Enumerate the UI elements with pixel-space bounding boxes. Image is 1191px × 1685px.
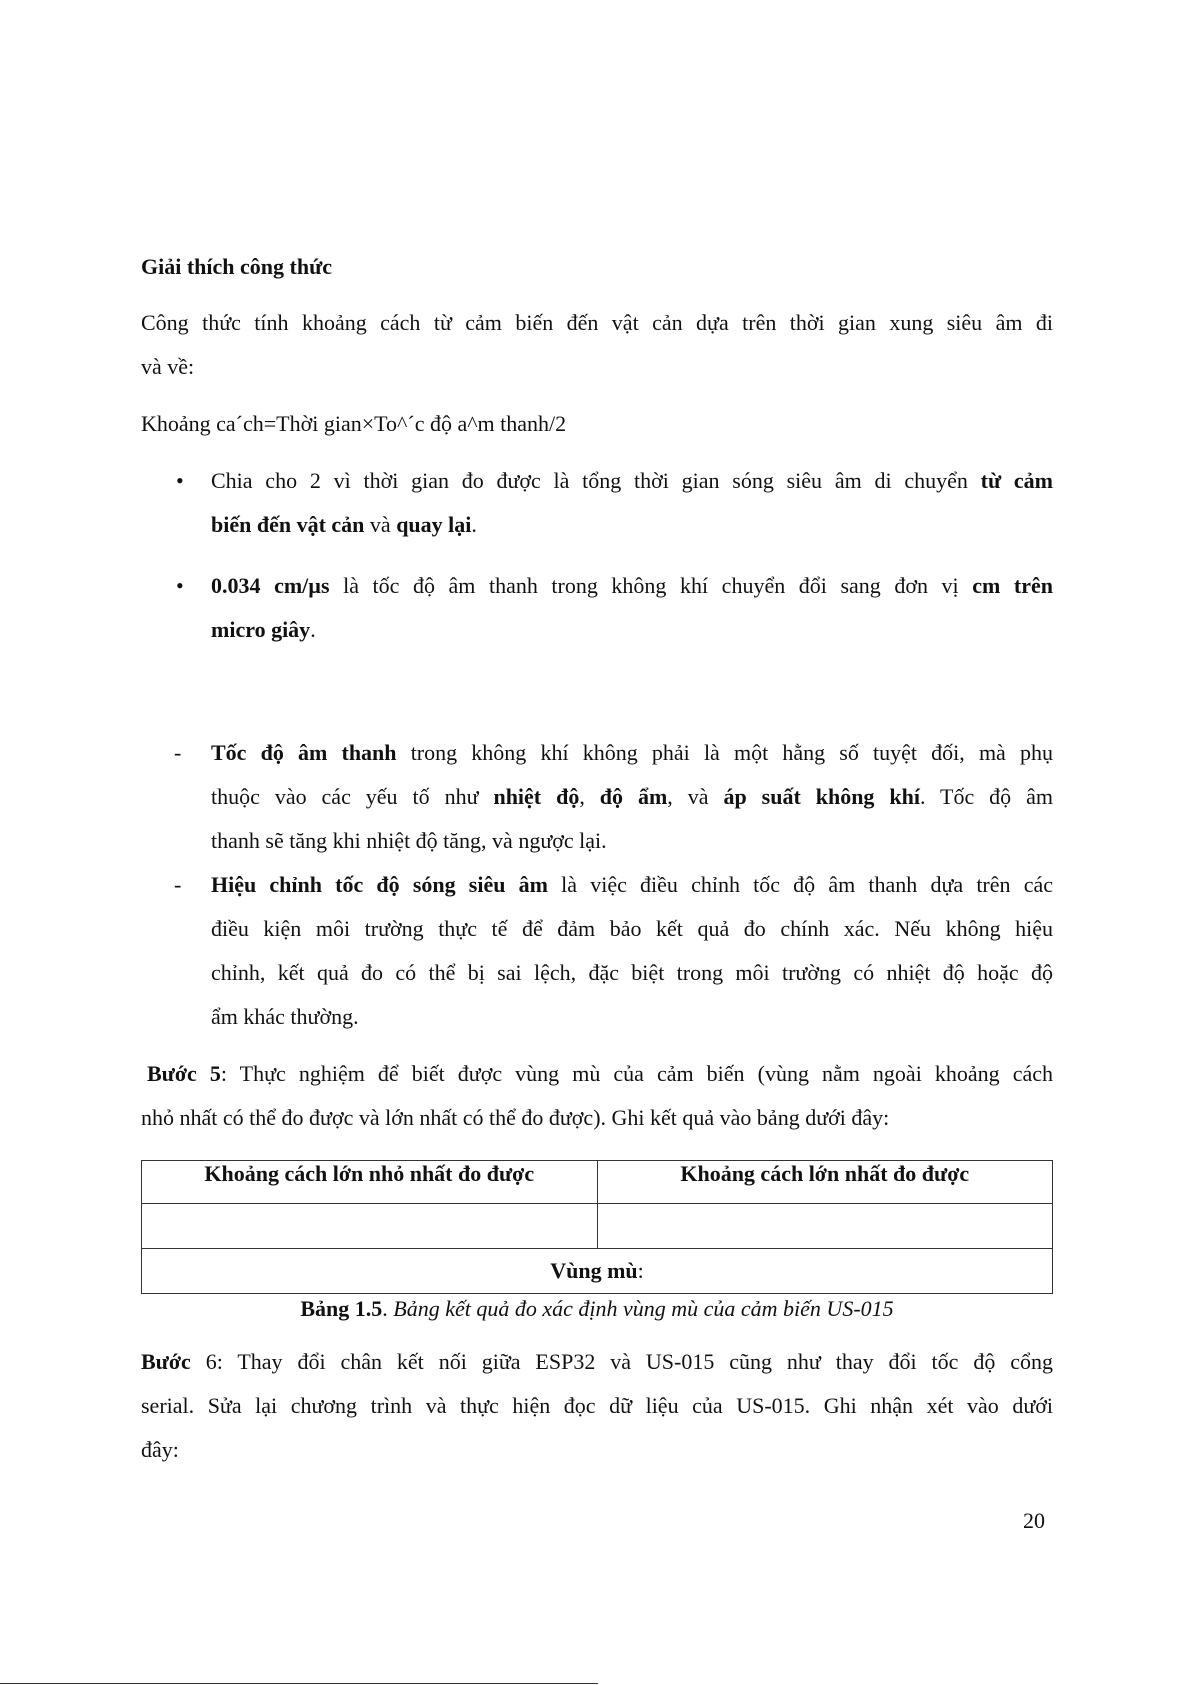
intro-line-2: và về: [141, 354, 195, 379]
dash-2-line-4: ẩm khác thường. [211, 1004, 359, 1029]
step5-line-1: Bước 5: Thực nghiệm để biết được vùng mù của cảm biến (vùng nằm ngoài khoảng cách [147, 1061, 1053, 1086]
dash-1-line-3: thanh sẽ tăng khi nhiệt độ tăng, và ngược lại. [211, 828, 607, 853]
formula: Khoảng ca´ch=Thời gian×To^´c độ a^m thanh/2 [141, 411, 567, 436]
header-max-distance: Khoảng cách lớn nhất đo được [597, 1161, 1053, 1204]
table-caption: Bảng 1.5. Bảng kết quả đo xác định vùng mù của cảm biến US-015 [300, 1296, 894, 1321]
bullet-2-line-2: micro giây. [211, 617, 316, 642]
dash-1-line-1: Tốc độ âm thanh trong không khí không phải là một hằng số tuyệt đối, mà phụ [211, 740, 1053, 765]
bullet-dot-2: • [176, 573, 184, 598]
bullet-1-line-2: biến đến vật cản và quay lại. [211, 512, 477, 537]
cell-max-distance[interactable] [597, 1204, 1053, 1249]
step6-line-3: đây: [141, 1437, 179, 1462]
table-blind-row [142, 1249, 1053, 1294]
dash-1-line-2: thuộc vào các yếu tố như nhiệt độ, độ ẩm, và áp suất không khí. Tốc độ âm [211, 784, 1054, 809]
bullet-2-line-1: 0.034 cm/µs là tốc độ âm thanh trong không khí chuyển đổi sang đơn vị cm trên [211, 573, 1053, 598]
page-number: 20 [1023, 1508, 1045, 1533]
dash-2-line-1: Hiệu chỉnh tốc độ sóng siêu âm là việc điều chỉnh tốc độ âm thanh dựa trên các [211, 872, 1053, 897]
step6-line-1: Bước 6: Thay đổi chân kết nối giữa ESP32 và US-015 cũng như thay đổi tốc độ cổng [141, 1349, 1053, 1374]
bullet-dot-1: • [176, 468, 184, 493]
step6-line-2: serial. Sửa lại chương trình và thực hiện đọc dữ liệu của US-015. Ghi nhận xét vào dưới [141, 1393, 1053, 1418]
cell-min-distance[interactable] [142, 1204, 598, 1249]
footer-rule [0, 1683, 598, 1684]
cell-blind-zone[interactable]: Vùng mù: [142, 1249, 1053, 1294]
dash-2-line-2: điều kiện môi trường thực tế để đảm bảo kết quả đo chính xác. Nếu không hiệu [211, 916, 1053, 941]
table-value-row [142, 1204, 1053, 1249]
section-heading: Giải thích công thức [141, 254, 333, 279]
dash-marker-2: - [174, 872, 182, 897]
dash-2-line-3: chỉnh, kết quả đo có thể bị sai lệch, đặc biệt trong môi trường có nhiệt độ hoặc độ [211, 960, 1053, 985]
blind-zone-table [141, 1160, 1053, 1294]
step5-line-2: nhỏ nhất có thể đo được và lớn nhất có thể đo được). Ghi kết quả vào bảng dưới đây: [141, 1105, 890, 1130]
bullet-1-line-1: Chia cho 2 vì thời gian đo được là tổng thời gian sóng siêu âm di chuyển từ cảm [211, 468, 1054, 493]
intro-line-1: Công thức tính khoảng cách từ cảm biến đến vật cản dựa trên thời gian xung siêu âm đi [141, 310, 1053, 335]
table-header-row [142, 1161, 1053, 1204]
header-min-distance: Khoảng cách lớn nhỏ nhất đo được [142, 1161, 598, 1204]
dash-marker-1: - [174, 740, 182, 765]
